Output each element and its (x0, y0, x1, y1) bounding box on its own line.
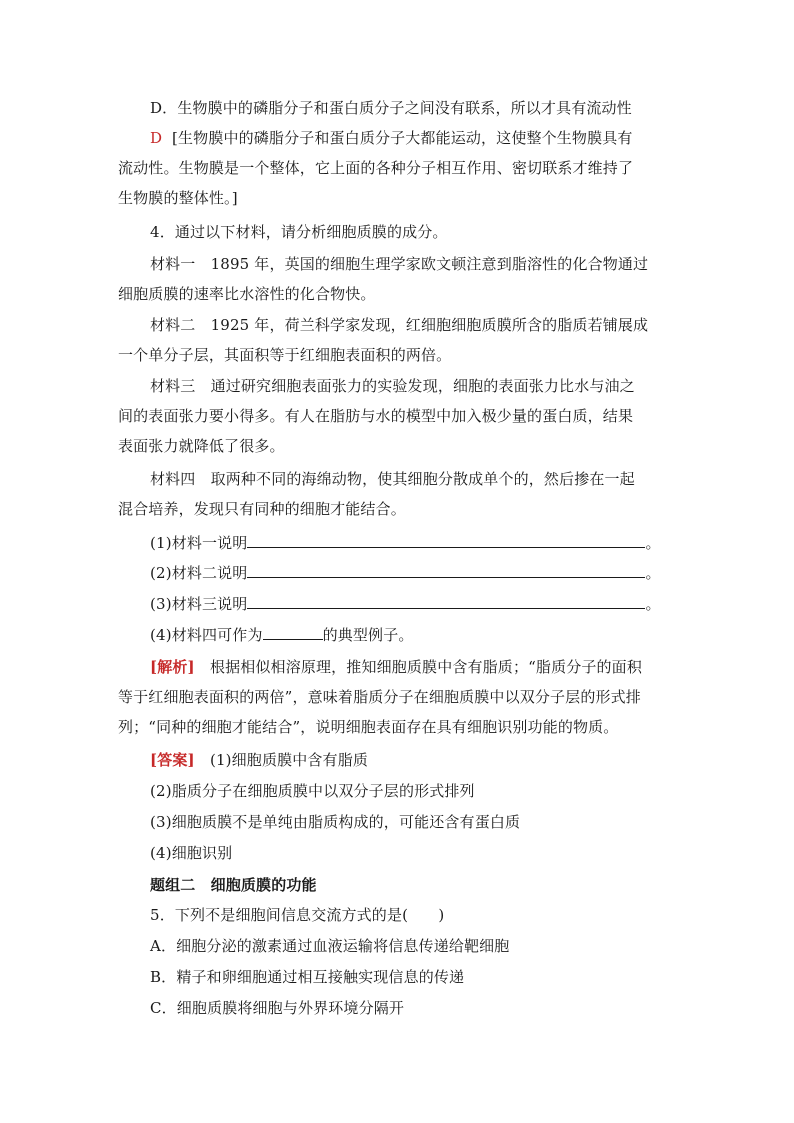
q4-sub-question-4 (150, 624, 680, 645)
sub-question-1-prefix: (1)材料一说明 (150, 534, 248, 552)
q4-sub-question-1 (150, 532, 680, 553)
q3-answer-line-1 (150, 128, 680, 148)
q4-material-4-line-2: 混合培养，发现只有同种的细胞才能结合。 (118, 500, 406, 518)
q4-material-3-line-1: 材料三 通过研究细胞表面张力的实验发现，细胞的表面张力比水与油之 (150, 377, 635, 395)
q5-option-a: A．细胞分泌的激素通过血液运输将信息传递给靶细胞 (150, 937, 510, 955)
q3-option-d: D．生物膜中的磷脂分子和蛋白质分子之间没有联系，所以才具有流动性 (150, 99, 632, 117)
sub-question-2-suffix: 。 (645, 564, 661, 582)
q4-sub-question-3 (150, 593, 680, 614)
q4-answer-line-3: (3)细胞质膜不是单纯由脂质构成的，可能还含有蛋白质 (150, 813, 521, 831)
q5-option-c: C．细胞质膜将细胞与外界环境分隔开 (150, 999, 405, 1017)
q4-material-1-line-2: 细胞质膜的速率比水溶性的化合物快。 (118, 285, 376, 303)
answer-label: [答案] (150, 751, 195, 769)
sub-question-3-prefix: (3)材料三说明 (150, 595, 248, 613)
q3-answer-letter: D (150, 129, 163, 147)
q3-answer-line-3: 生物膜的整体性。] (118, 189, 238, 207)
q4-material-1-line-1: 材料一 1895 年，英国的细胞生理学家欧文顿注意到脂溶性的化合物通过 (150, 255, 649, 273)
sub-question-1-suffix: 。 (645, 534, 661, 552)
analysis-label: [解析] (150, 658, 195, 676)
sub-question-4-suffix: 的典型例子。 (322, 626, 414, 644)
q4-stem: 4．通过以下材料，请分析细胞质膜的成分。 (150, 223, 448, 241)
sub-question-4-prefix: (4)材料四可作为 (150, 626, 263, 644)
q4-material-3-line-2: 间的表面张力要小得多。有人在脂肪与水的模型中加入极少量的蛋白质，结果 (118, 407, 634, 425)
q5-option-b: B．精子和卵细胞通过相互接触实现信息的传递 (150, 968, 465, 986)
q4-answer-line-1 (150, 750, 680, 770)
q5-stem: 5．下列不是细胞间信息交流方式的是( ) (150, 906, 445, 924)
q4-answer-line-2: (2)脂质分子在细胞质膜中以双分子层的形式排列 (150, 782, 475, 800)
q4-sub-question-2 (150, 562, 680, 583)
q4-material-4-line-1: 材料四 取两种不同的海绵动物，使其细胞分散成单个的，然后掺在一起 (150, 470, 635, 488)
q4-answer-line-4: (4)细胞识别 (150, 844, 233, 862)
group-2-heading: 题组二 细胞质膜的功能 (150, 876, 317, 894)
q3-answer-line-2: 流动性。生物膜是一个整体，它上面的各种分子相互作用、密切联系才维持了 (118, 159, 634, 177)
q4-analysis-line-2: 等于红细胞表面积的两倍”，意味着脂质分子在细胞质膜中以双分子层的形式排 (118, 688, 641, 706)
sub-question-3-suffix: 。 (645, 595, 661, 613)
sub-question-2-prefix: (2)材料二说明 (150, 564, 248, 582)
analysis-text-1: 根据相似相溶原理，推知细胞质膜中含有脂质；“脂质分子的面积 (194, 658, 642, 676)
q4-analysis-line-3: 列；“同种的细胞才能结合”，说明细胞表面存在具有细胞识别功能的物质。 (118, 718, 619, 736)
answer-blank-4[interactable] (263, 624, 323, 640)
answer-blank-3[interactable] (247, 593, 645, 609)
q4-material-2-line-1: 材料二 1925 年，荷兰科学家发现，红细胞细胞质膜所含的脂质若铺展成 (150, 316, 649, 334)
q4-material-2-line-2: 一个单分子层，其面积等于红细胞表面积的两倍。 (118, 346, 452, 364)
answer-blank-2[interactable] (247, 562, 645, 578)
q3-answer-explanation-1: [生物膜中的磷脂分子和蛋白质分子大都能运动，这使整个生物膜具有 (172, 129, 633, 147)
q4-material-3-line-3: 表面张力就降低了很多。 (118, 437, 285, 455)
answer-blank-1[interactable] (247, 532, 645, 548)
answer-text-1: (1)细胞质膜中含有脂质 (194, 751, 368, 769)
q4-analysis-line-1 (150, 657, 680, 677)
